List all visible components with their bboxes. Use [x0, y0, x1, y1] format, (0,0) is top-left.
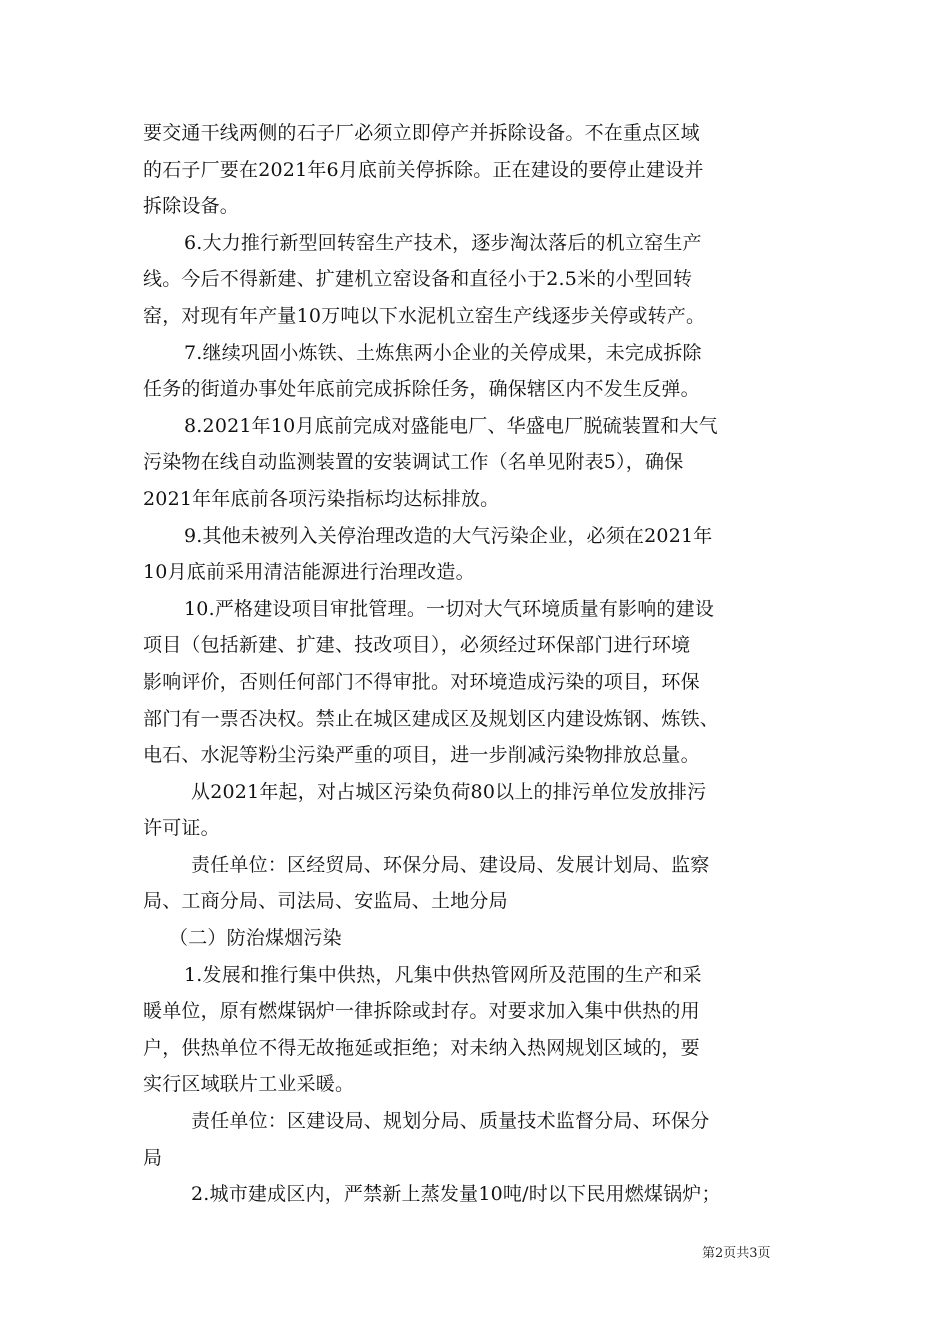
text-line: 拆除设备。 — [143, 195, 240, 218]
text-line: 9.其他未被列入关停治理改造的大气污染企业，必须在2021年 — [184, 524, 713, 547]
text-line: 影响评价，否则任何部门不得审批。对环境造成污染的项目，环保 — [143, 670, 700, 693]
text-line: 2021年年底前各项污染指标均达标排放。 — [143, 487, 500, 510]
text-line: 户，供热单位不得无故拖延或拒绝；对未纳入热网规划区域的，要 — [143, 1036, 700, 1059]
text-line: 窑，对现有年产量10万吨以下水泥机立窑生产线逐步关停或转产。 — [143, 304, 706, 327]
text-line: 污染物在线自动监测装置的安装调试工作（名单见附表5），确保 — [143, 451, 684, 474]
page-number: 第2页共3页 — [702, 1246, 771, 1261]
text-line: 电石、水泥等粉尘污染严重的项目，进一步削减污染物排放总量。 — [143, 744, 700, 767]
responsibility-line: 责任单位：区建设局、规划分局、质量技术监督分局、环保分 — [191, 1110, 710, 1133]
text-line: 1.发展和推行集中供热，凡集中供热管网所及范围的生产和采 — [184, 963, 702, 986]
section-heading: （二）防治煤烟污染 — [169, 927, 342, 950]
text-line: 实行区域联片工业采暖。 — [143, 1073, 355, 1096]
text-line: 任务的街道办事处年底前完成拆除任务，确保辖区内不发生反弹。 — [143, 378, 700, 401]
responsibility-line: 局、工商分局、司法局、安监局、土地分局 — [143, 890, 508, 913]
text-line: 项目（包括新建、扩建、技改项目），必须经过环保部门进行环境 — [143, 634, 691, 657]
text-line: 6.大力推行新型回转窑生产技术，逐步淘汰落后的机立窑生产 — [184, 231, 702, 254]
document-body — [143, 115, 821, 1213]
text-line: 从2021年起，对占城区污染负荷80以上的排污单位发放排污 — [191, 780, 707, 803]
text-line: 10月底前采用清洁能源进行治理改造。 — [143, 561, 475, 584]
responsibility-line: 局 — [143, 1146, 163, 1169]
responsibility-line: 责任单位：区经贸局、环保分局、建设局、发展计划局、监察 — [191, 853, 710, 876]
text-line: 8.2021年10月底前完成对盛能电厂、华盛电厂脱硫装置和大气 — [184, 414, 718, 437]
text-line: 暖单位，原有燃煤锅炉一律拆除或封存。对要求加入集中供热的用 — [143, 1000, 700, 1023]
text-line: 许可证。 — [143, 817, 220, 840]
text-line: 7.继续巩固小炼铁、土炼焦两小企业的关停成果，未完成拆除 — [184, 341, 702, 364]
text-line: 2.城市建成区内，严禁新上蒸发量10吨/时以下民用燃煤锅炉； — [191, 1183, 721, 1206]
text-line: 10.严格建设项目审批管理。一切对大气环境质量有影响的建设 — [184, 597, 715, 620]
text-line: 线。今后不得新建、扩建机立窑设备和直径小于2.5米的小型回转 — [143, 268, 693, 291]
text-line: 的石子厂要在2021年6月底前关停拆除。正在建设的要停止建设并 — [143, 158, 704, 181]
text-line: 要交通干线两侧的石子厂必须立即停产并拆除设备。不在重点区域 — [143, 122, 700, 144]
text-line: 部门有一票否决权。禁止在城区建成区及规划区内建设炼钢、炼铁、 — [143, 707, 720, 730]
